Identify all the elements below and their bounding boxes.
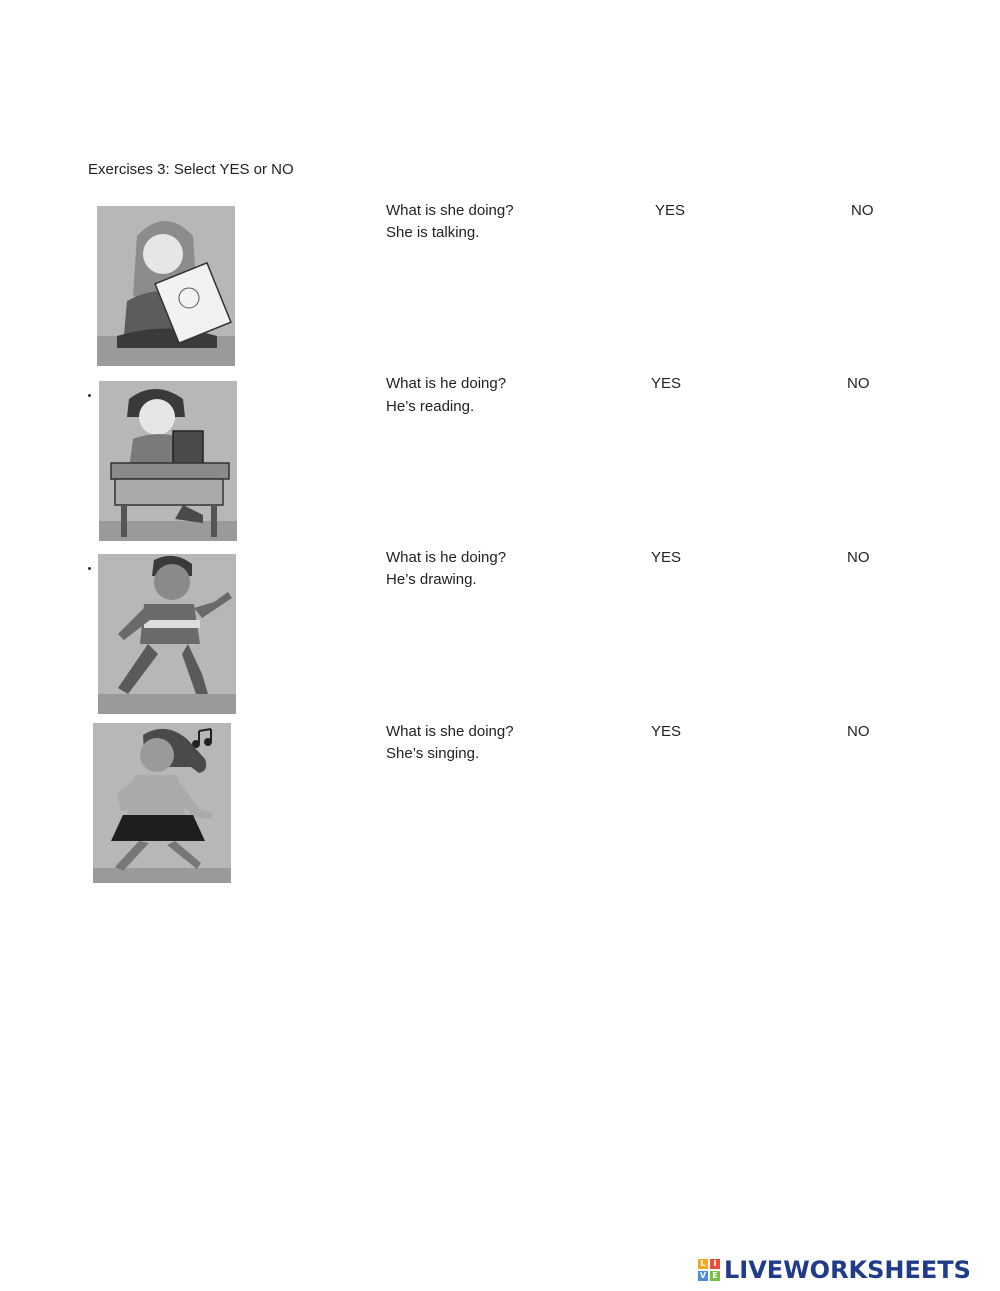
yes-option[interactable]: YES [655, 202, 686, 219]
yes-option[interactable]: YES [651, 723, 682, 740]
question-text: What is she doing? [386, 723, 514, 740]
logo-text: LIVEWORKSHEETS [724, 1256, 971, 1284]
logo-block-l: L [698, 1259, 708, 1269]
no-option[interactable]: NO [847, 375, 870, 392]
logo-block-i: I [710, 1259, 720, 1269]
boy-dancing-picture [98, 554, 236, 714]
answer-statement: He’s drawing. [386, 571, 477, 588]
yes-option[interactable]: YES [651, 549, 682, 566]
answer-statement: He’s reading. [386, 398, 475, 415]
question-text: What is he doing? [386, 549, 507, 566]
answer-statement: She’s singing. [386, 745, 480, 762]
no-option[interactable]: NO [851, 202, 874, 219]
no-option[interactable]: NO [847, 723, 870, 740]
logo-blocks-icon [698, 1259, 720, 1281]
no-option[interactable]: NO [847, 549, 870, 566]
boy-reading-picture [99, 381, 237, 541]
yes-option[interactable]: YES [651, 375, 682, 392]
liveworksheets-logo [698, 1256, 971, 1284]
answer-statement: She is talking. [386, 224, 480, 241]
bullet-dot [88, 567, 91, 570]
exercise-title: Exercises 3: Select YES or NO [88, 161, 294, 178]
bullet-dot [88, 394, 91, 397]
music-note-icon [193, 729, 211, 747]
question-text: What is he doing? [386, 375, 507, 392]
logo-block-e: E [710, 1271, 720, 1281]
girl-drawing-picture [97, 206, 235, 366]
logo-block-v: V [699, 1271, 707, 1280]
girl-singing-picture [93, 723, 231, 883]
question-text: What is she doing? [386, 202, 514, 219]
